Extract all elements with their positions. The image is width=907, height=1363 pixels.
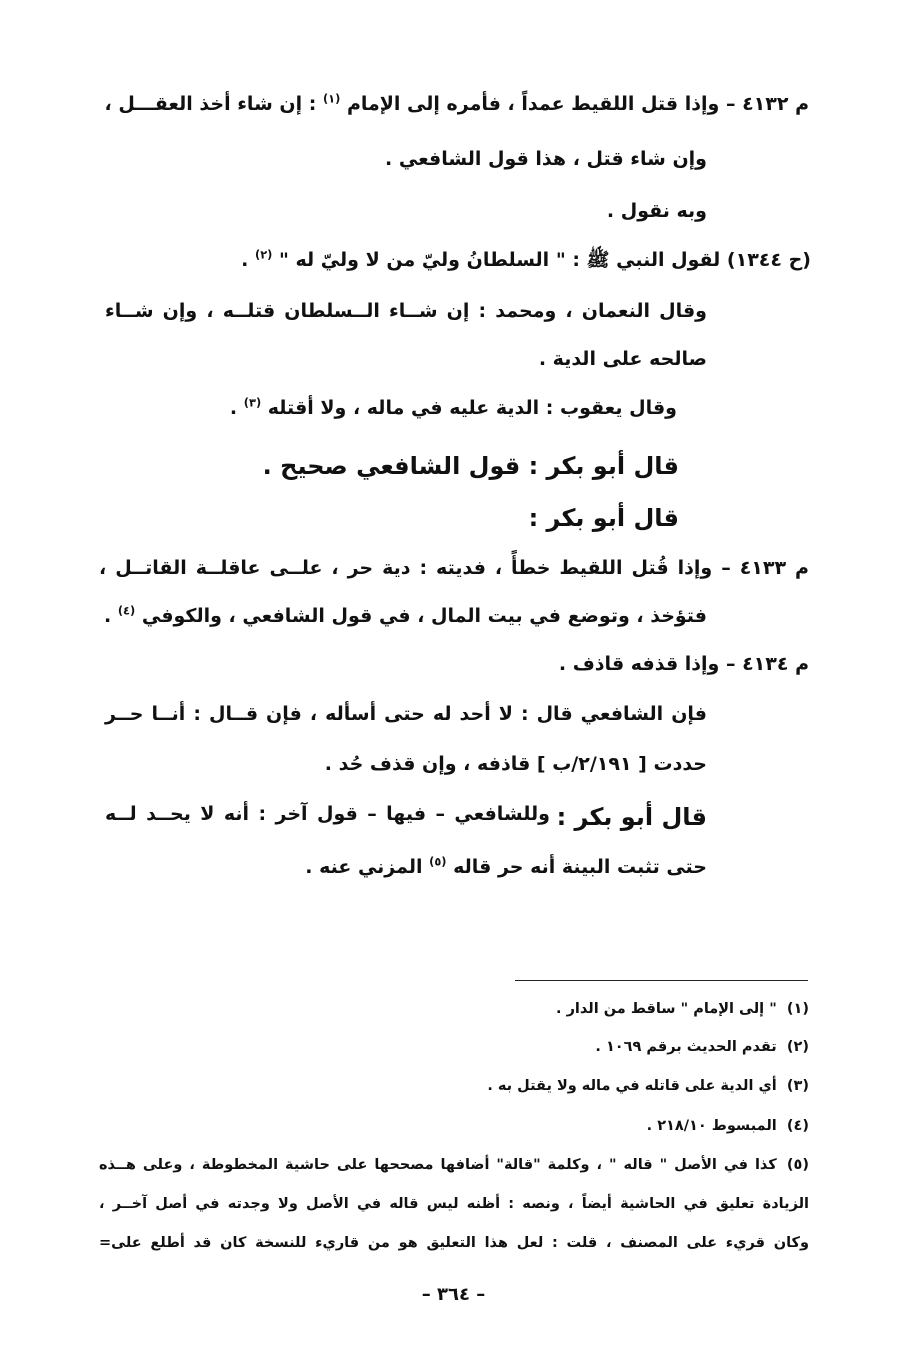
text-line-2: وإن شاء قتل ، هذا قول الشافعي . [385, 148, 707, 170]
footnote-separator [515, 980, 808, 981]
text-line-1: م ٤١٣٢ – وإذا قتل اللقيط عمداً ، فأمره إلى الإمام $^{(١)}$ : إن شاء أخذ العقـــل ، [104, 91, 809, 115]
footnote-2: (٢) تقدم الحديث برقم ١٠٦٩ . [595, 1039, 809, 1055]
text-line-14: حتى تثبت البينة أنه حر قاله $^{(٥)}$ المزني عنه . [305, 854, 707, 878]
text-line-3: وبه نقول . [606, 200, 707, 222]
text-line-4: (ح ١٣٤٤) لقول النبي ﷺ : " السلطانُ وليّ من لا وليّ له " $^{(٢)}$ . [241, 247, 811, 271]
text-line-10: م ٤١٣٤ – وإذا قذفه قاذف . [558, 653, 809, 675]
text-line-11: فإن الشافعي قال : لا أحد له حتى أسأله ، فإن قــال : أنــا حــر [105, 703, 707, 725]
footnote-4: (٤) المبسوط ٢١٨/١٠ . [646, 1118, 809, 1134]
text-line-8: م ٤١٣٣ – وإذا قُتل اللقيط خطأً ، فديته : دية حر ، علــى عاقلــة القاتــل ، [99, 557, 809, 579]
footnote-5-cont-1: الزيادة تعليق في الحاشية أيضاً ، ونصه : أظنه ليس قاله في الأصل ولا وجدته في أصل آخــر ، [99, 1196, 809, 1212]
text-line-12: حددت [ ٢/١٩١/ب ] قاذفه ، وإن قذف حُد . [324, 753, 707, 775]
footnote-5-cont-2: وكان قريء على المصنف ، قلت : لعل هذا التعليق هو من قاريء للنسخة كان قد أطلع على= [99, 1235, 809, 1251]
abu-bakr-heading-2: قال أبو بكر : [528, 504, 679, 532]
text-line-5: وقال النعمان ، ومحمد : إن شــاء الــسلطان قتلــه ، وإن شــاء [105, 300, 707, 322]
text-line-6: صالحه على الدية . [538, 348, 707, 370]
text-line-9: فتؤخذ ، وتوضع في بيت المال ، في قول الشافعي ، والكوفي $^{(٤)}$ . [103, 603, 707, 627]
footnote-3: (٣) أي الدية على قاتله في ماله ولا يقتل به . [487, 1078, 809, 1094]
abu-bakr-heading-1: قال أبو بكر : قول الشافعي صحيح . [262, 452, 679, 480]
abu-bakr-inline: قال أبو بكر : [556, 803, 707, 831]
text-line-13: قال أبو بكر : وللشافعي – فيها – قول آخر : أنه لا يحــد لــه [105, 802, 707, 833]
footnote-1: (١) " إلى الإمام " ساقط من الدار . [556, 1001, 809, 1017]
text-line-7: وقال يعقوب : الدية عليه في ماله ، ولا أقتله $^{(٣)}$ . [229, 395, 677, 419]
footnote-5: (٥) كذا في الأصل " قاله " ، وكلمة "قالة" أضافها مصححها على حاشية المخطوطة ، وعلى هــذه [99, 1157, 809, 1173]
page-number: – ٣٦٤ – [421, 1284, 486, 1305]
